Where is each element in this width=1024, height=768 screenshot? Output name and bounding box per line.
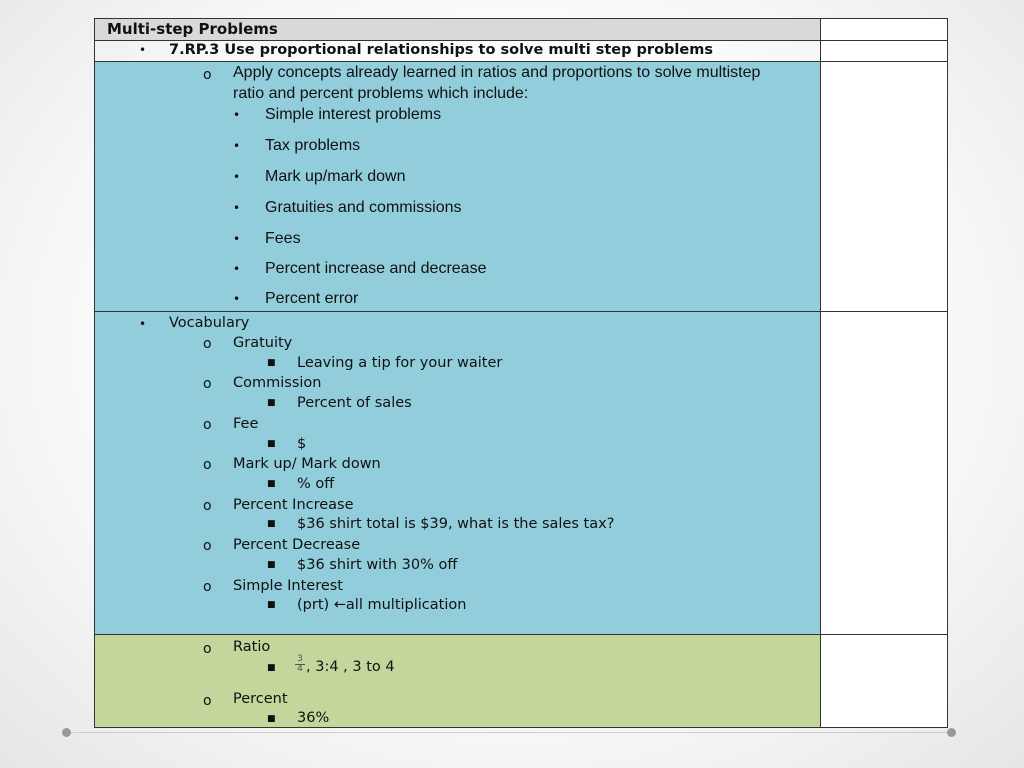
square-bullet-icon: ■ [267, 714, 276, 724]
fraction-numerator: 3 [297, 654, 303, 664]
extra-detail: 36% [297, 710, 330, 726]
square-bullet-icon: ■ [267, 600, 276, 610]
bullet-icon: • [233, 201, 241, 215]
bullet-icon: • [139, 43, 147, 57]
circle-bullet-icon: o [203, 336, 212, 352]
circle-bullet-icon: o [203, 641, 212, 657]
apply-item: Percent error [265, 290, 359, 307]
slide-dot-left [62, 728, 71, 737]
apply-line-2: ratio and percent problems which include: [233, 85, 529, 102]
circle-bullet-icon: o [203, 579, 212, 595]
standard-cell [95, 41, 821, 62]
vocab-detail: $36 shirt with 30% off [297, 557, 458, 573]
ratio-fraction [295, 655, 305, 674]
bullet-icon: • [233, 292, 241, 306]
square-bullet-icon: ■ [267, 398, 276, 408]
square-bullet-icon: ■ [267, 560, 276, 570]
bullet-icon: • [233, 170, 241, 184]
apply-item: Fees [265, 230, 301, 247]
standard-text: 7.RP.3 Use proportional relationships to solve multi step problems [169, 42, 713, 58]
apply-cell [95, 62, 821, 312]
slide-footer-line [70, 732, 948, 733]
vocab-term: Mark up/ Mark down [233, 456, 381, 472]
extra-terms-cell [95, 635, 821, 728]
vocab-detail: (prt) ←all multiplication [297, 597, 467, 613]
vocab-term: Fee [233, 416, 259, 432]
curriculum-table [94, 18, 948, 728]
vocab-term: Percent Increase [233, 497, 354, 513]
title-cell [95, 19, 821, 41]
square-bullet-icon: ■ [267, 439, 276, 449]
circle-bullet-icon: o [203, 67, 212, 83]
square-bullet-icon: ■ [267, 519, 276, 529]
extra-detail: , 3:4 , 3 to 4 [306, 659, 395, 675]
square-bullet-icon: ■ [267, 358, 276, 368]
apply-item: Percent increase and decrease [265, 260, 487, 277]
square-bullet-icon: ■ [267, 663, 276, 673]
apply-item: Gratuities and commissions [265, 199, 462, 216]
apply-item: Simple interest problems [265, 106, 442, 123]
side-cell [821, 62, 948, 312]
circle-bullet-icon: o [203, 538, 212, 554]
bullet-icon: • [233, 262, 241, 276]
circle-bullet-icon: o [203, 417, 212, 433]
vocab-term: Simple Interest [233, 578, 343, 594]
apply-item: Tax problems [265, 137, 361, 154]
vocab-detail: Leaving a tip for your waiter [297, 355, 503, 371]
slide-dot-right [947, 728, 956, 737]
square-bullet-icon: ■ [267, 479, 276, 489]
extra-term: Percent [233, 691, 288, 707]
circle-bullet-icon: o [203, 376, 212, 392]
vocab-detail: $36 shirt total is $39, what is the sales tax? [297, 516, 615, 532]
bullet-icon: • [233, 108, 241, 122]
vocab-detail: $ [297, 436, 307, 452]
circle-bullet-icon: o [203, 693, 212, 709]
bullet-icon: • [139, 317, 147, 331]
side-cell [821, 312, 948, 635]
bullet-icon: • [233, 139, 241, 153]
vocab-detail: Percent of sales [297, 395, 412, 411]
extra-term: Ratio [233, 639, 271, 655]
apply-line-1: Apply concepts already learned in ratios and proportions to solve multistep [233, 64, 761, 81]
side-cell [821, 19, 948, 41]
vocabulary-label: Vocabulary [169, 315, 250, 331]
table-title: Multi-step Problems [107, 20, 278, 38]
circle-bullet-icon: o [203, 457, 212, 473]
vocab-detail: % off [297, 476, 335, 492]
side-cell [821, 41, 948, 62]
vocab-term: Commission [233, 375, 322, 391]
apply-item: Mark up/mark down [265, 168, 406, 185]
vocab-term: Percent Decrease [233, 537, 361, 553]
side-cell [821, 635, 948, 728]
fraction-denominator: 4 [295, 664, 305, 674]
vocabulary-cell [95, 312, 821, 635]
bullet-icon: • [233, 232, 241, 246]
vocab-term: Gratuity [233, 335, 293, 351]
circle-bullet-icon: o [203, 498, 212, 514]
